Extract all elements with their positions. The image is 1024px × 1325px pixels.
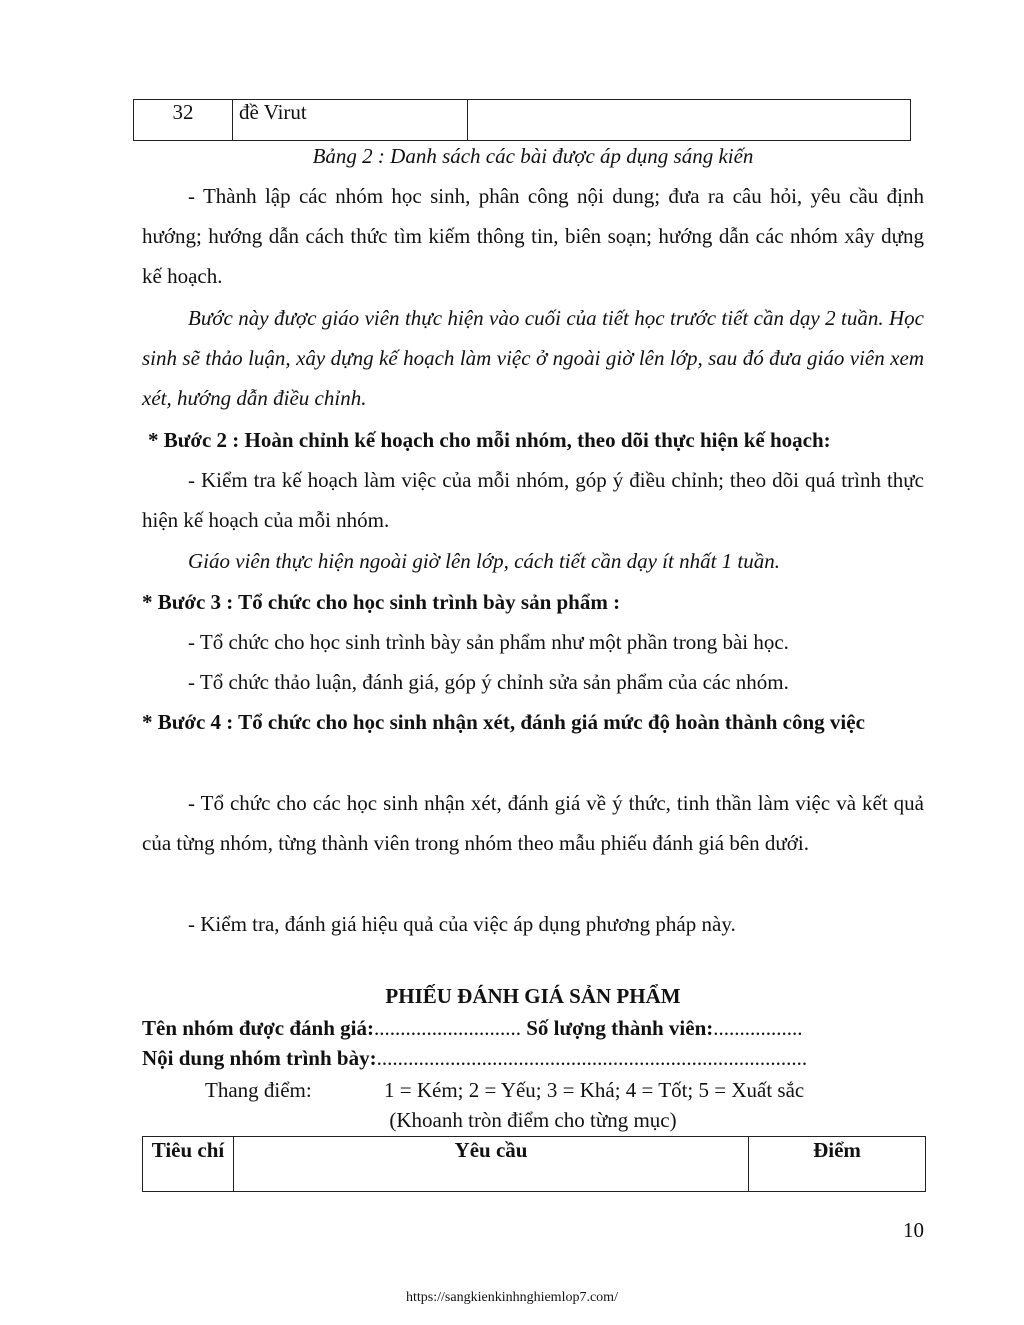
step3-heading: * Bước 3 : Tổ chức cho học sinh trình bày sản phẩm : [142, 590, 621, 614]
group-name-blank: ............................ [373, 1016, 521, 1040]
presentation-content-label: Nội dung nhóm trình bày: [142, 1046, 377, 1070]
step4-heading: * Bước 4 : Tổ chức cho học sinh nhận xét, đánh giá mức độ hoàn thành công việc [142, 710, 865, 734]
paragraph-check-plan: - Kiểm tra kế hoạch làm việc của mỗi nhóm, góp ý điều chỉnh; theo dõi quá trình thực hiện kế hoạch của mỗi nhóm. [142, 468, 924, 532]
member-count-blank: ................. [713, 1016, 803, 1040]
score-scale-values: 1 = Kém; 2 = Yếu; 3 = Khá; 4 = Tốt; 5 = Xuất sắc [384, 1078, 805, 1102]
step2-heading: * Bước 2 : Hoàn chỉnh kế hoạch cho mỗi nhóm, theo dõi thực hiện kế hoạch: [148, 428, 831, 452]
lesson-name-cell: đề Virut [233, 100, 468, 141]
lesson-number-cell: 32 [134, 100, 233, 141]
evaluation-form-title: PHIẾU ĐÁNH GIÁ SẢN PHẨM [385, 984, 681, 1008]
paragraph-step2-note: Giáo viên thực hiện ngoài giờ lên lớp, cách tiết cần dạy ít nhất 1 tuần. [188, 549, 781, 573]
paragraph-step1-note: Bước này được giáo viên thực hiện vào cuối của tiết học trước tiết cần dạy 2 tuần. Học sinh sẽ thảo luận, xây dựng kế hoạch làm việc ở ngoài giờ lên lớp, sau đó đưa giáo viên xem xét, hướng dẫn điều chỉnh. [142, 306, 924, 410]
presentation-content-line [142, 1044, 924, 1072]
lesson-note-cell [468, 100, 911, 141]
paragraph-present-product: - Tổ chức cho học sinh trình bày sản phẩm như một phần trong bài học. [188, 630, 789, 654]
table-header-row [143, 1137, 926, 1192]
header-criteria: Tiêu chí [143, 1137, 234, 1192]
lesson-list-table [133, 99, 911, 141]
table-caption: Bảng 2 : Danh sách các bài được áp dụng sáng kiến [312, 144, 754, 168]
paragraph-check-effectiveness: - Kiểm tra, đánh giá hiệu quả của việc áp dụng phương pháp này. [188, 912, 736, 936]
header-requirements: Yêu cầu [234, 1137, 749, 1192]
presentation-content-blank: .................................................................................. [376, 1046, 808, 1070]
header-score: Điểm [749, 1137, 926, 1192]
paragraph-form-groups: - Thành lập các nhóm học sinh, phân công nội dung; đưa ra câu hỏi, yêu cầu định hướng; hướng dẫn cách thức tìm kiếm thông tin, biên soạn; hướng dẫn các nhóm xây dựng kế hoạch. [142, 184, 924, 288]
page-number: 10 [903, 1218, 924, 1242]
score-scale-label: Thang điểm: [205, 1078, 312, 1102]
circle-score-note: (Khoanh tròn điểm cho từng mục) [389, 1108, 677, 1132]
group-name-label: Tên nhóm được đánh giá: [142, 1016, 374, 1040]
table-row [134, 100, 911, 141]
footer-url: https://sangkienkinhnghiemlop7.com/ [406, 1290, 618, 1305]
paragraph-discuss-product: - Tổ chức thảo luận, đánh giá, góp ý chỉnh sửa sản phẩm của các nhóm. [188, 670, 789, 694]
paragraph-evaluate-groups: - Tổ chức cho các học sinh nhận xét, đánh giá về ý thức, tinh thần làm việc và kết quả của từng nhóm, từng thành viên trong nhóm theo mẫu phiếu đánh giá bên dưới. [142, 791, 924, 855]
member-count-label: Số lượng thành viên: [520, 1016, 714, 1040]
group-name-line [142, 1014, 924, 1042]
evaluation-table [142, 1136, 926, 1192]
